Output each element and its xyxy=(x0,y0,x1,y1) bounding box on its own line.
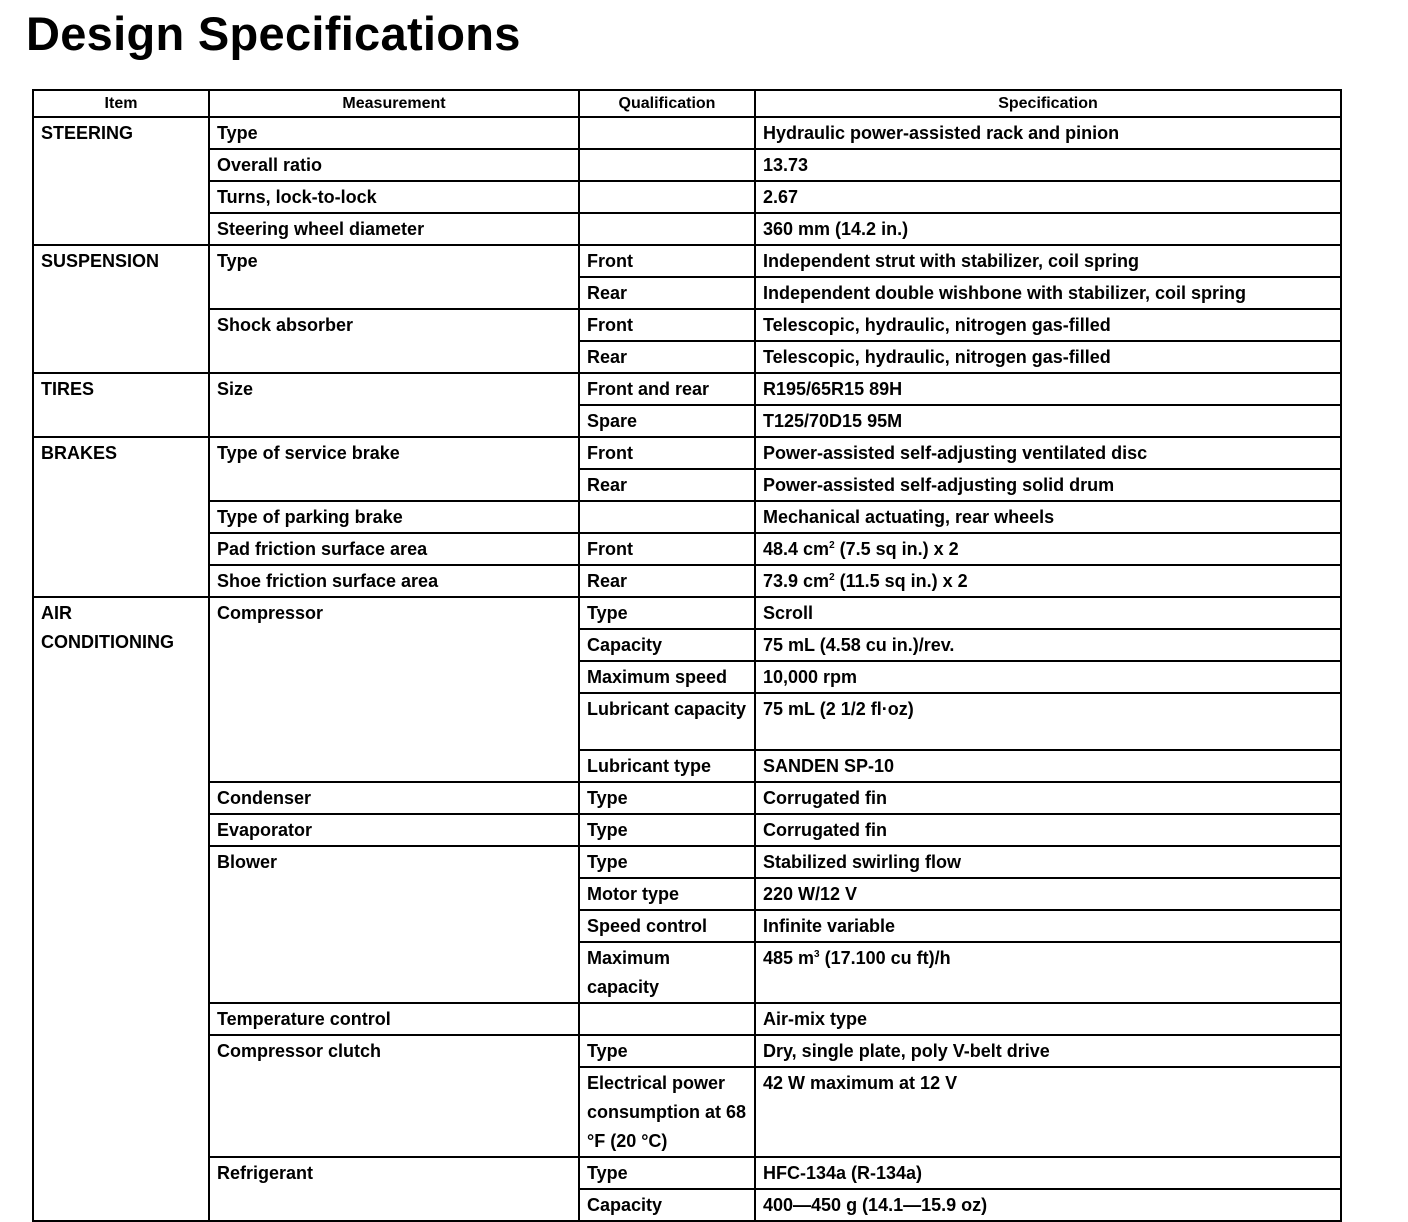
spec-text: (17.100 cu ft)/h xyxy=(819,948,951,968)
measurement-cell: Refrigerant xyxy=(209,1157,579,1221)
table-row xyxy=(33,597,1341,629)
specification-cell: Corrugated fin xyxy=(755,782,1341,814)
qualification-cell xyxy=(579,501,755,533)
qualification-cell: Type xyxy=(579,1035,755,1067)
specification-cell: Telescopic, hydraulic, nitrogen gas-filled xyxy=(755,341,1341,373)
qualification-cell: Capacity xyxy=(579,1189,755,1221)
spec-text: 73.9 cm xyxy=(763,571,830,591)
qualification-cell: Rear xyxy=(579,565,755,597)
qualification-cell: Motor type xyxy=(579,878,755,910)
specification-cell: 75 mL (4.58 cu in.)/rev. xyxy=(755,629,1341,661)
table-row xyxy=(33,181,1341,213)
measurement-cell: Shoe friction surface area xyxy=(209,565,579,597)
measurement-cell: Size xyxy=(209,373,579,437)
spec-text: (7.5 sq in.) x 2 xyxy=(834,539,959,559)
qualification-cell: Type xyxy=(579,846,755,878)
specification-cell: Stabilized swirling flow xyxy=(755,846,1341,878)
spec-table xyxy=(32,89,1342,1222)
table-row xyxy=(33,1003,1341,1035)
header-measurement: Measurement xyxy=(209,90,579,117)
measurement-cell: Compressor clutch xyxy=(209,1035,579,1157)
measurement-cell: Condenser xyxy=(209,782,579,814)
header-qualification: Qualification xyxy=(579,90,755,117)
specification-cell: R195/65R15 89H xyxy=(755,373,1341,405)
specification-cell: 42 W maximum at 12 V xyxy=(755,1067,1341,1157)
measurement-cell: Compressor xyxy=(209,597,579,782)
measurement-cell: Turns, lock-to-lock xyxy=(209,181,579,213)
specification-cell: T125/70D15 95M xyxy=(755,405,1341,437)
specification-cell: 220 W/12 V xyxy=(755,878,1341,910)
specification-cell: Infinite variable xyxy=(755,910,1341,942)
qualification-cell: Type xyxy=(579,782,755,814)
specification-cell: Power-assisted self-adjusting solid drum xyxy=(755,469,1341,501)
specification-cell: Power-assisted self-adjusting ventilated disc xyxy=(755,437,1341,469)
qualification-cell: Front xyxy=(579,245,755,277)
specification-cell: HFC-134a (R-134a) xyxy=(755,1157,1341,1189)
specification-cell: Air-mix type xyxy=(755,1003,1341,1035)
qualification-cell: Front and rear xyxy=(579,373,755,405)
measurement-cell: Pad friction surface area xyxy=(209,533,579,565)
qualification-cell xyxy=(579,1003,755,1035)
table-row xyxy=(33,213,1341,245)
table-row xyxy=(33,1157,1341,1189)
header-row xyxy=(33,90,1341,117)
qualification-cell: Capacity xyxy=(579,629,755,661)
specification-cell: 2.67 xyxy=(755,181,1341,213)
qualification-cell xyxy=(579,213,755,245)
spec-text: 485 m xyxy=(763,948,815,968)
header-item: Item xyxy=(33,90,209,117)
specification-cell xyxy=(755,942,1341,1003)
specification-cell: Hydraulic power-assisted rack and pinion xyxy=(755,117,1341,149)
qualification-cell: Rear xyxy=(579,341,755,373)
specification-cell xyxy=(755,565,1341,597)
measurement-cell: Shock absorber xyxy=(209,309,579,373)
spec-text: 48.4 cm xyxy=(763,539,830,559)
table-row xyxy=(33,814,1341,846)
qualification-cell: Front xyxy=(579,309,755,341)
qualification-cell: Front xyxy=(579,533,755,565)
qualification-cell: Lubricant capacity xyxy=(579,693,755,750)
item-cell: TIRES xyxy=(33,373,209,437)
measurement-cell: Blower xyxy=(209,846,579,1003)
specification-cell: Telescopic, hydraulic, nitrogen gas-filled xyxy=(755,309,1341,341)
specification-cell: Independent double wishbone with stabilizer, coil spring xyxy=(755,277,1341,309)
qualification-cell: Speed control xyxy=(579,910,755,942)
superscript: 2 xyxy=(829,572,835,583)
table-row xyxy=(33,245,1341,277)
measurement-cell: Type xyxy=(209,117,579,149)
qualification-cell: Electrical power consumption at 68 °F (20 °C) xyxy=(579,1067,755,1157)
measurement-cell: Type of service brake xyxy=(209,437,579,501)
qualification-cell: Maximum capacity xyxy=(579,942,755,1003)
item-cell: AIR CONDITIONING xyxy=(33,597,209,1221)
measurement-cell: Type xyxy=(209,245,579,309)
qualification-cell: Lubricant type xyxy=(579,750,755,782)
item-cell: BRAKES xyxy=(33,437,209,597)
specification-cell: Mechanical actuating, rear wheels xyxy=(755,501,1341,533)
specification-cell: Independent strut with stabilizer, coil spring xyxy=(755,245,1341,277)
qualification-cell xyxy=(579,181,755,213)
specification-cell: 10,000 rpm xyxy=(755,661,1341,693)
table-row xyxy=(33,1035,1341,1067)
table-row xyxy=(33,309,1341,341)
table-row xyxy=(33,782,1341,814)
table-row xyxy=(33,846,1341,878)
specification-cell: Dry, single plate, poly V-belt drive xyxy=(755,1035,1341,1067)
table-row xyxy=(33,501,1341,533)
table-row xyxy=(33,117,1341,149)
item-cell: SUSPENSION xyxy=(33,245,209,373)
specification-cell: 13.73 xyxy=(755,149,1341,181)
table-row xyxy=(33,533,1341,565)
qualification-cell: Type xyxy=(579,597,755,629)
qualification-cell: Maximum speed xyxy=(579,661,755,693)
qualification-cell: Front xyxy=(579,437,755,469)
qualification-cell: Spare xyxy=(579,405,755,437)
superscript: 2 xyxy=(829,540,835,551)
page-title: Design Specifications xyxy=(26,7,521,60)
table-row xyxy=(33,437,1341,469)
qualification-cell: Type xyxy=(579,814,755,846)
specification-cell xyxy=(755,533,1341,565)
header-specification: Specification xyxy=(755,90,1341,117)
table-row xyxy=(33,149,1341,181)
specification-cell: SANDEN SP-10 xyxy=(755,750,1341,782)
item-cell: STEERING xyxy=(33,117,209,245)
table-row xyxy=(33,565,1341,597)
qualification-cell: Type xyxy=(579,1157,755,1189)
qualification-cell: Rear xyxy=(579,469,755,501)
measurement-cell: Steering wheel diameter xyxy=(209,213,579,245)
specification-cell: Corrugated fin xyxy=(755,814,1341,846)
spec-text: (11.5 sq in.) x 2 xyxy=(834,571,968,591)
measurement-cell: Evaporator xyxy=(209,814,579,846)
measurement-cell: Overall ratio xyxy=(209,149,579,181)
specification-cell: 400—450 g (14.1—15.9 oz) xyxy=(755,1189,1341,1221)
qualification-cell xyxy=(579,117,755,149)
superscript: 3 xyxy=(814,949,820,960)
specification-cell: 360 mm (14.2 in.) xyxy=(755,213,1341,245)
qualification-cell: Rear xyxy=(579,277,755,309)
specification-cell: Scroll xyxy=(755,597,1341,629)
table-row xyxy=(33,373,1341,405)
specification-cell: 75 mL (2 1/2 fl·oz) xyxy=(755,693,1341,750)
measurement-cell: Temperature control xyxy=(209,1003,579,1035)
qualification-cell xyxy=(579,149,755,181)
measurement-cell: Type of parking brake xyxy=(209,501,579,533)
